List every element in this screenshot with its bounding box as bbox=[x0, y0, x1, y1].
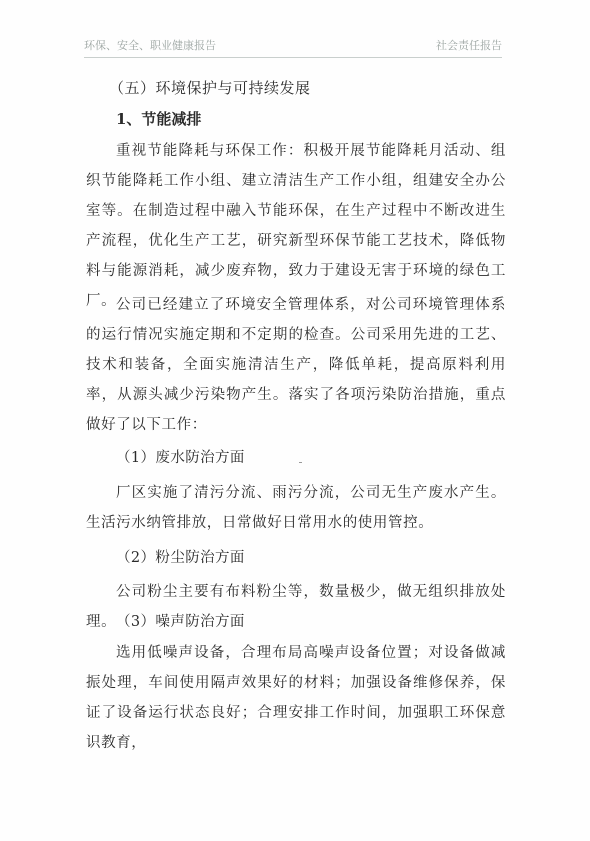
heading-dust: （2）粉尘防治方面 bbox=[116, 550, 245, 566]
heading-wastewater: （1）废水防治方面 bbox=[116, 450, 245, 466]
header-divider bbox=[84, 57, 502, 58]
paragraph-dust: 公司粉尘主要有布料粉尘等，数量极少，做无组织排放处理。 bbox=[86, 584, 506, 630]
paragraph-environment-system: 公司已经建立了环境安全管理体系，对公司环境管理体系的运行情况实施定期和不定期的检查。公司采用先进的工艺、技术和装备，全面实施清洁生产，降低单耗，提高原料利用率，从源头减少污染物产生。落实了各项污染防治措施，重点做好了以下工作： bbox=[86, 297, 506, 433]
paragraph-energy-saving: 重视节能降耗与环保工作：积极开展节能降耗月活动、组织节能降耗工作小组、建立清洁生产工作小组，组建安全办公室等。在制造过程中融入节能环保，在生产过程中不断改进生产流程，优化生产工艺，研究新型环保节能工艺技术，降低物料与能源消耗，减少废弃物，致力于建设无害于环境的绿色工厂。 bbox=[86, 143, 506, 309]
page-header-left: 环保、安全、职业健康报告 bbox=[84, 39, 216, 52]
scan-speck bbox=[299, 462, 302, 463]
paragraph-wastewater: 厂区实施了清污分流、雨污分流，公司无生产废水产生。生活污水纳管排放，日常做好日常用水的使用管控。 bbox=[86, 485, 506, 531]
section-title: （五）环境保护与可持续发展 bbox=[109, 79, 311, 97]
paragraph-noise: 选用低噪声设备，合理布局高噪声设备位置；对设备做减振处理，车间使用隔声效果好的材料；加强设备维修保养，保证了设备运行状态良好；合理安排工作时间，加强职工环保意识教育， bbox=[86, 645, 506, 751]
subsection-title: 1、节能减排 bbox=[116, 110, 202, 128]
heading-noise: （3）噪声防治方面 bbox=[116, 614, 245, 630]
page-header-right: 社会责任报告 bbox=[436, 39, 502, 52]
